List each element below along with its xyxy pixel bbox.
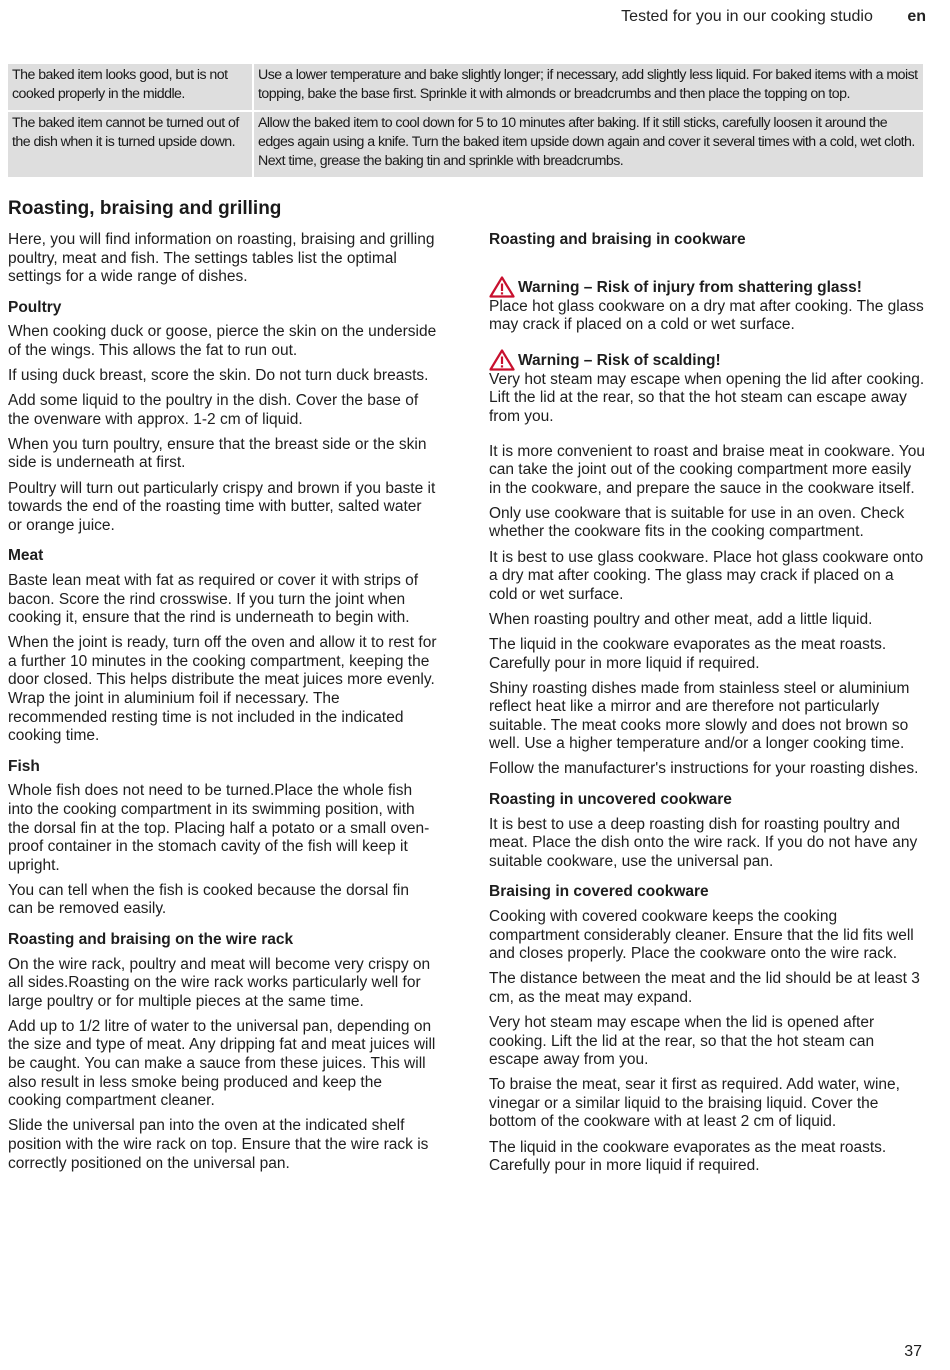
paragraph: It is more convenient to roast and braise meat in cookware. You can take the joint out of the cooking compartment more easily in the cookware, and prepare the sauce in the cookware itself. (489, 442, 925, 497)
paragraph: Slide the universal pan into the oven at the indicated shelf position with the wire rack on top. Ensure that the wire rack is correctly positioned on the universal pan. (8, 1117, 429, 1172)
paragraph: When you turn poultry, ensure that the breast side or the skin side is underneath at first. (8, 435, 427, 472)
right-column (489, 231, 925, 1182)
left-column (8, 231, 438, 1180)
header-language: en (907, 8, 926, 25)
paragraph: Baste lean meat with fat as required or cover it with strips of bacon. Score the rind crosswise. If you turn the joint when cooking it, ensure that the rind is underneath to begin with. (8, 571, 419, 627)
paragraph: The liquid in the cookware evaporates as the meat roasts. Carefully pour in more liquid if required. (489, 635, 887, 672)
uncovered-heading: Roasting in uncovered cookware (489, 791, 732, 809)
paragraph: Shiny roasting dishes made from stainless steel or aluminium reflect heat like a mirror and are therefore not particularly suitable. The meat cooks more slowly and does not brown so well. Use a higher temperature and/or a longer cooking time. (489, 679, 910, 753)
paragraph: When roasting poultry and other meat, add a little liquid. (489, 610, 873, 628)
paragraph: When the joint is ready, turn off the oven and allow it to rest for a further 10 minutes in the cooking compartment, keeping the door closed. This helps distribute the meat juices more evenly. Wrap the joint in aluminium foil if necessary. The recommended resting time is not included in the indicated cooking time. (8, 634, 437, 745)
covered-heading: Braising in covered cookware (489, 883, 709, 901)
section-title: Roasting, braising and grilling (8, 198, 282, 219)
paragraph: If using duck breast, score the skin. Do not turn duck breasts. (8, 367, 429, 385)
table-row (8, 110, 923, 177)
warning-triangle-icon (489, 349, 515, 371)
paragraph: Very hot steam may escape when the lid is opened after cooking. Lift the lid at the rear, so that the hot steam can escape away from you. (489, 1014, 875, 1069)
paragraph: The distance between the meat and the lid should be at least 3 cm, as the meat may expand. (489, 970, 920, 1006)
troubleshooting-table (8, 64, 923, 177)
wire-rack-heading: Roasting and braising on the wire rack (8, 931, 294, 948)
paragraph: When cooking duck or goose, pierce the skin on the underside of the wings. This allows the fat to run out. (8, 323, 437, 359)
paragraph: The liquid in the cookware evaporates as the meat roasts. Carefully pour in more liquid if required. (489, 1138, 887, 1175)
fish-heading: Fish (8, 757, 40, 775)
warning-text: Place hot glass cookware on a dry mat after cooking. The glass may crack if placed on a cold or wet surface. (489, 297, 924, 334)
paragraph: Add some liquid to the poultry in the dish. Cover the base of the ovenware with approx. 1-2 cm of liquid. (8, 392, 419, 428)
solution-cell: Use a lower temperature and bake slightly longer; if necessary, add slightly less liquid. For baked items with a moist topping, bake the base first. Sprinkle it with almonds or breadcrumbs and then place the topping on top. (254, 64, 923, 110)
poultry-heading: Poultry (8, 298, 62, 316)
cookware-heading: Roasting and braising in cookware (489, 231, 746, 248)
paragraph: Whole fish does not need to be turned.Place the whole fish into the cooking compartment in its swimming position, with the dorsal fin at the top. Placing half a potato or a small oven-proof container in the stomach cavity of the fish will keep it upright. (8, 782, 430, 874)
paragraph: Follow the manufacturer's instructions for your roasting dishes. (489, 760, 919, 778)
warning-glass (489, 276, 925, 335)
warning-text: Very hot steam may escape when opening the lid after cooking. Lift the lid at the rear, so that the hot steam can escape away from you. (489, 370, 925, 425)
warning-title: Warning – Risk of scalding! (518, 352, 721, 370)
warning-scalding (489, 349, 925, 427)
paragraph: It is best to use a deep roasting dish for roasting poultry and meat. Place the dish onto the wire rack. If you do not have any suitable cookware, use the universal pan. (489, 815, 918, 870)
intro-paragraph: Here, you will find information on roasting, braising and grilling poultry, meat and fish. The settings tables list the optimal settings for a wide range of dishes. (8, 231, 435, 286)
page-header (621, 8, 926, 26)
paragraph: To braise the meat, sear it first as required. Add water, wine, vinegar or a similar liquid to the braising liquid. Cover the bottom of the cookware with at least 2 cm of liquid. (489, 1076, 900, 1131)
problem-cell: The baked item cannot be turned out of the dish when it is turned upside down. (8, 110, 254, 177)
page-number: 37 (904, 1343, 922, 1360)
table-row (8, 64, 923, 110)
header-section-title: Tested for you in our cooking studio (621, 8, 873, 25)
paragraph: Add up to 1/2 litre of water to the universal pan, depending on the size and type of meat. Any dripping fat and meat juices will be caught. You can make a sauce from these juices. This will also result in less smoke being produced and keep the cooking compartment cleaner. (8, 1017, 436, 1110)
warning-title: Warning – Risk of injury from shattering glass! (518, 279, 862, 296)
paragraph: Poultry will turn out particularly crispy and brown if you baste it towards the end of the roasting time with butter, salted water or orange juice. (8, 479, 436, 534)
paragraph: Cooking with covered cookware keeps the cooking compartment considerably cleaner. Ensure that the lid fits well and closes properly. Place the cookware onto the wire rack. (489, 908, 914, 963)
paragraph: On the wire rack, poultry and meat will become very crispy on all sides.Roasting on the wire rack works particularly well for large poultry or for multiple pieces at the same time. (8, 955, 431, 1010)
paragraph: Only use cookware that is suitable for use in an oven. Check whether the cookware fits in the cooking compartment. (489, 504, 905, 541)
warning-triangle-icon (489, 276, 515, 298)
meat-heading: Meat (8, 547, 44, 565)
paragraph: You can tell when the fish is cooked because the dorsal fin can be removed easily. (8, 881, 409, 918)
paragraph: It is best to use glass cookware. Place hot glass cookware onto a dry mat after cooking. The glass may crack if placed on a cold or wet surface. (489, 548, 924, 603)
problem-cell: The baked item looks good, but is not cooked properly in the middle. (8, 64, 254, 110)
solution-cell: Allow the baked item to cool down for 5 to 10 minutes after baking. If it still sticks, carefully loosen it around the edges again using a knife. Turn the baked item upside down again and cover it several times with a cold, wet cloth. Next time, grease the baking tin and sprinkle with breadcrumbs. (254, 110, 923, 177)
